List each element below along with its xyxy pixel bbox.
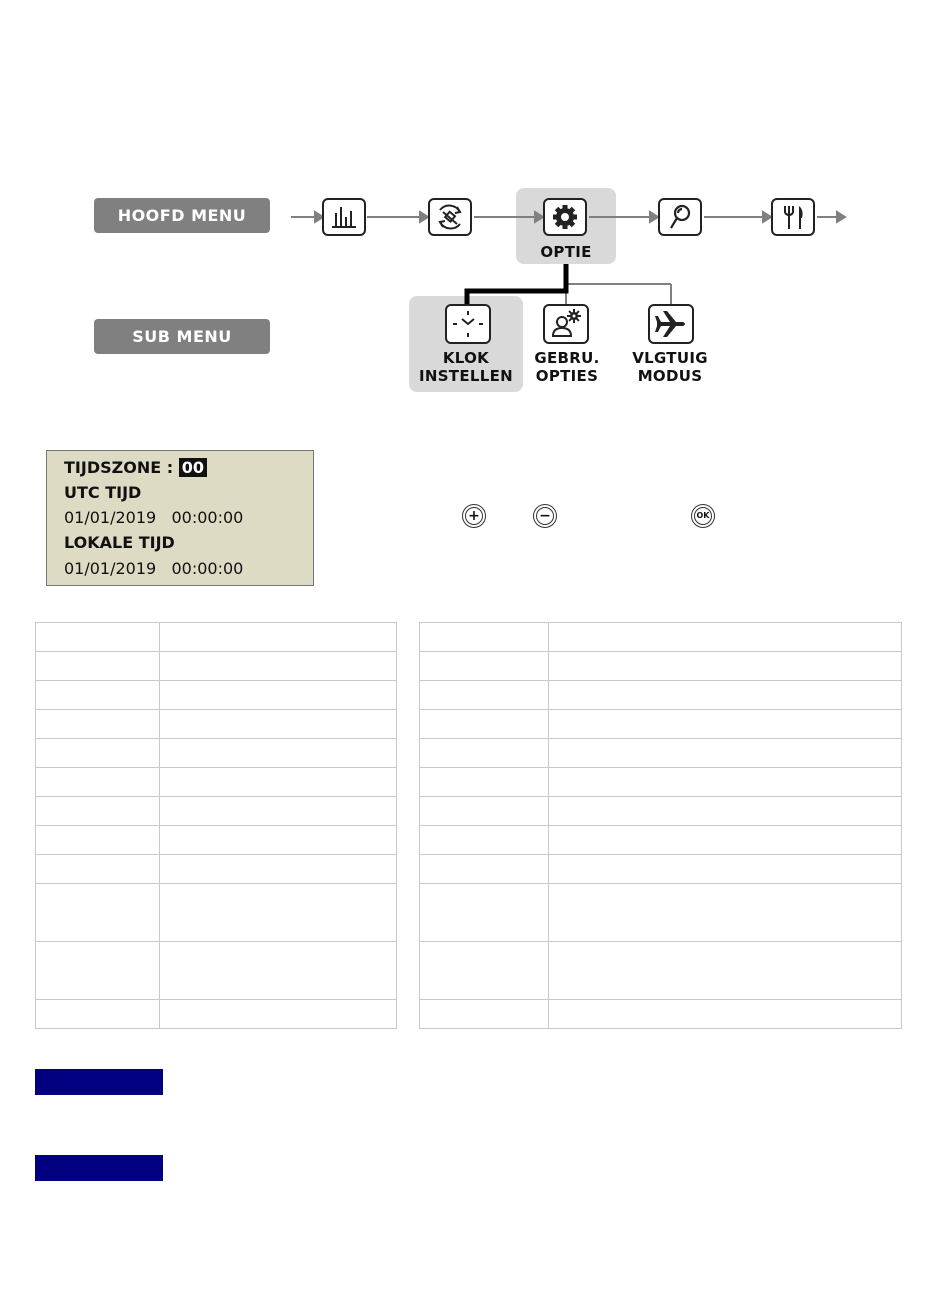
left-table	[35, 622, 397, 1029]
section-heading-bar-2	[35, 1155, 163, 1181]
timezone-value: 00	[179, 458, 207, 477]
sub-menu-user-label-line1: GEBRU.	[534, 349, 600, 367]
sub-menu-plane-label-line1: VLGTUIG	[632, 349, 708, 367]
minus-icon: −	[536, 507, 554, 525]
rotate-signal-icon[interactable]	[428, 198, 472, 236]
gear-icon[interactable]	[543, 198, 587, 236]
sub-menu-label: SUB MENU	[94, 319, 270, 354]
ok-button[interactable]	[691, 504, 715, 528]
fork-knife-icon[interactable]	[771, 198, 815, 236]
bar-chart-icon[interactable]	[322, 198, 366, 236]
ok-icon: OK	[694, 507, 712, 525]
local-value: 01/01/2019 00:00:00	[64, 559, 244, 578]
sub-menu-plane-label-line2: MODUS	[637, 367, 703, 385]
sub-menu-clock-label-line1: KLOK	[442, 349, 490, 367]
sub-menu-user-label-line2: OPTIES	[535, 367, 599, 385]
lcd-display	[46, 450, 314, 586]
plus-icon: +	[465, 507, 483, 525]
main-menu-label: HOOFD MENU	[94, 198, 270, 233]
airplane-icon[interactable]	[648, 304, 694, 344]
clock-icon[interactable]	[445, 304, 491, 344]
utc-label: UTC TIJD	[64, 483, 142, 502]
main-menu-option-label: OPTIE	[540, 243, 592, 261]
user-gear-icon[interactable]	[543, 304, 589, 344]
right-table	[419, 622, 902, 1029]
utc-value: 01/01/2019 00:00:00	[64, 508, 244, 527]
search-icon[interactable]	[658, 198, 702, 236]
section-heading-bar-1	[35, 1069, 163, 1095]
sub-menu-clock-label-line2: INSTELLEN	[418, 367, 514, 385]
timezone-row	[64, 458, 207, 477]
minus-button[interactable]	[533, 504, 557, 528]
local-label: LOKALE TIJD	[64, 533, 175, 552]
timezone-label: TIJDSZONE :	[64, 458, 174, 477]
plus-button[interactable]	[462, 504, 486, 528]
